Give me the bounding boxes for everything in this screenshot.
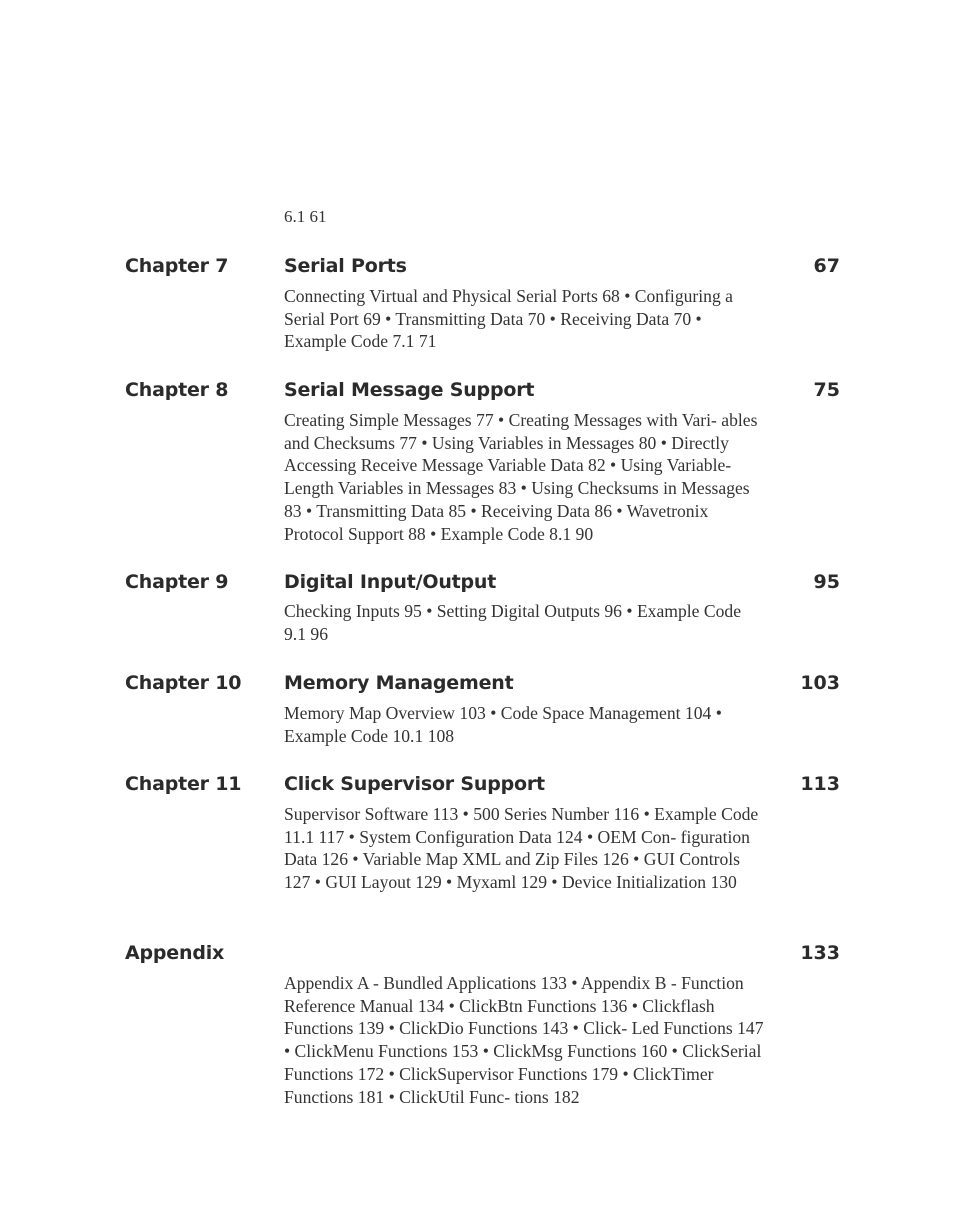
chapter-title: Serial Ports — [284, 255, 407, 277]
chapter-label: Chapter 9 — [125, 571, 229, 593]
chapter-title: Click Supervisor Support — [284, 773, 545, 795]
chapter-page-number: 133 — [800, 942, 840, 964]
chapter-title: Serial Message Support — [284, 379, 535, 401]
chapter-label: Chapter 7 — [125, 255, 229, 277]
chapter-label: Appendix — [125, 942, 225, 964]
chapter-title: Digital Input/Output — [284, 571, 497, 593]
chapter-label: Chapter 8 — [125, 379, 229, 401]
chapter-label: Chapter 11 — [125, 773, 242, 795]
chapter-page-number: 113 — [800, 773, 840, 795]
chapter-description: Creating Simple Messages 77 • Creating Messages with Vari- ables and Checksums 77 • Using Variables in Messages 80 • Directly Accessing Receive Message Variable Data 82 • Using Variable-Length Variables in Messages 83 • Using Checksums in Messages 83 • Transmitting Data 85 • Receiving Data 86 • Wavetronix Protocol Support 88 • Example Code 8.1 90 — [284, 410, 758, 544]
chapter-title: Memory Management — [284, 672, 514, 694]
chapter-description: Checking Inputs 95 • Setting Digital Outputs 96 • Example Code 9.1 96 — [284, 601, 742, 644]
continued-entry-line: 6.1 61 — [284, 207, 327, 226]
chapter-description: Appendix A - Bundled Applications 133 • Appendix B - Function Reference Manual 134 • ClickBtn Functions 136 • Clickflash Functions 139 • ClickDio Functions 143 • Click- Led Functions 147 • ClickMenu Functions 153 • ClickMsg Functions 160 • ClickSerial Functions 172 • ClickSupervisor Functions 179 • ClickTimer Functions 181 • ClickUtil Func- tions 182 — [284, 973, 764, 1107]
chapter-page-number: 103 — [800, 672, 840, 694]
chapter-description: Memory Map Overview 103 • Code Space Management 104 • Example Code 10.1 108 — [284, 703, 722, 746]
chapter-description: Connecting Virtual and Physical Serial Ports 68 • Configuring a Serial Port 69 • Transmitting Data 70 • Receiving Data 70 • Example Code 7.1 71 — [284, 286, 733, 352]
chapter-description: Supervisor Software 113 • 500 Series Number 116 • Example Code 11.1 117 • System Configuration Data 124 • OEM Con- figuration Data 126 • Variable Map XML and Zip Files 126 • GUI Controls 127 • GUI Layout 129 • Myxaml 129 • Device Initialization 130 — [284, 804, 759, 893]
chapter-label: Chapter 10 — [125, 672, 242, 694]
chapter-page-number: 95 — [813, 571, 840, 593]
chapter-page-number: 67 — [813, 255, 840, 277]
chapter-page-number: 75 — [813, 379, 840, 401]
